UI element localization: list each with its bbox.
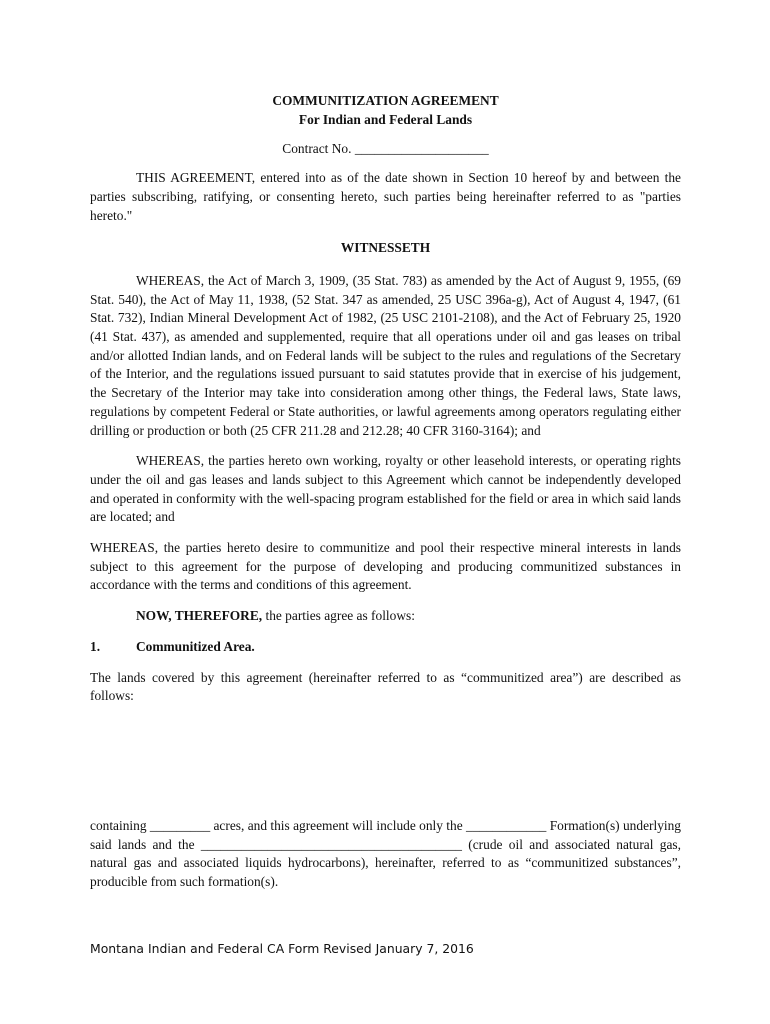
- section-1-title: Communitized Area.: [136, 638, 255, 654]
- contract-number-line: [90, 140, 681, 159]
- whereas-paragraph-1: WHEREAS, the Act of March 3, 1909, (35 Stat. 783) as amended by the Act of August 9, 1955, (69 Stat. 540), the Act of May 11, 1938, (52 Stat. 347 as amended, 25 USC 396a-g), Act of August 4, 1947, (61 Stat. 732), Indian Mineral Development Act of 1982, (25 USC 2101-2108), and the Act of February 25, 1920 (41 Stat. 437), as amended and supplemented, require that all operations under oil and gas leases on tribal and/or allotted Indian lands, and on Federal lands will be subject to the rules and regulations of the Secretary of the Interior, and the regulations issued pursuant to said statutes provide that in exercise of his judgement, the Secretary of the Interior may take into consideration among other things, the Federal laws, State laws, regulations by competent Federal or State authorities, or lawful agreements among operators regulating either drilling or production or both (25 CFR 211.28 and 212.28; 40 CFR 3160-3164); and: [90, 272, 681, 438]
- section-1-number: 1.: [90, 638, 101, 654]
- section-1-containing: containing _________ acres, and this agreement will include only the ____________ Formation(s) underlying said lands and the _______________________________________ (crude oil and associated natural gas, natural gas and associated liquids hydrocarbons), hereinafter, referred to as “communitized substances”, producible from such formation(s).: [90, 817, 681, 890]
- now-therefore-rest: the parties agree as follows:: [262, 608, 415, 624]
- document-subtitle: For Indian and Federal Lands: [298, 111, 473, 127]
- page-footer: Montana Indian and Federal CA Form Revised January 7, 2016: [90, 941, 474, 956]
- contract-label: Contract No.: [282, 141, 352, 157]
- whereas-paragraph-2: WHEREAS, the parties hereto own working, royalty or other leasehold interests, or operating rights under the oil and gas leases and lands subject to this Agreement which cannot be independently developed and operated in conformity with the well-spacing program established for the field or area in which said lands are located; and: [90, 453, 681, 525]
- document-body: [90, 92, 681, 892]
- intro-paragraph: THIS AGREEMENT, entered into as of the date shown in Section 10 hereof by and between the parties subscribing, ratifying, or consenting hereto, such parties being hereinafter referred to as "parties hereto.": [90, 170, 681, 223]
- now-therefore-lead: NOW, THEREFORE,: [136, 608, 263, 624]
- section-1-body: The lands covered by this agreement (hereinafter referred to as “communitized area”) are described as follows:: [90, 669, 681, 704]
- contract-number-blank: ____________________: [354, 141, 489, 157]
- now-therefore-paragraph: [90, 607, 681, 626]
- document-title: COMMUNITIZATION AGREEMENT: [272, 93, 499, 108]
- whereas-paragraph-3: WHEREAS, the parties hereto desire to communitize and pool their respective mineral interests in lands subject to this agreement for the purpose of developing and producing communitized substances in accordance with the terms and conditions of this agreement.: [90, 540, 681, 593]
- section-1-heading: [90, 638, 681, 657]
- witnesseth-heading: WITNESSETH: [340, 240, 431, 256]
